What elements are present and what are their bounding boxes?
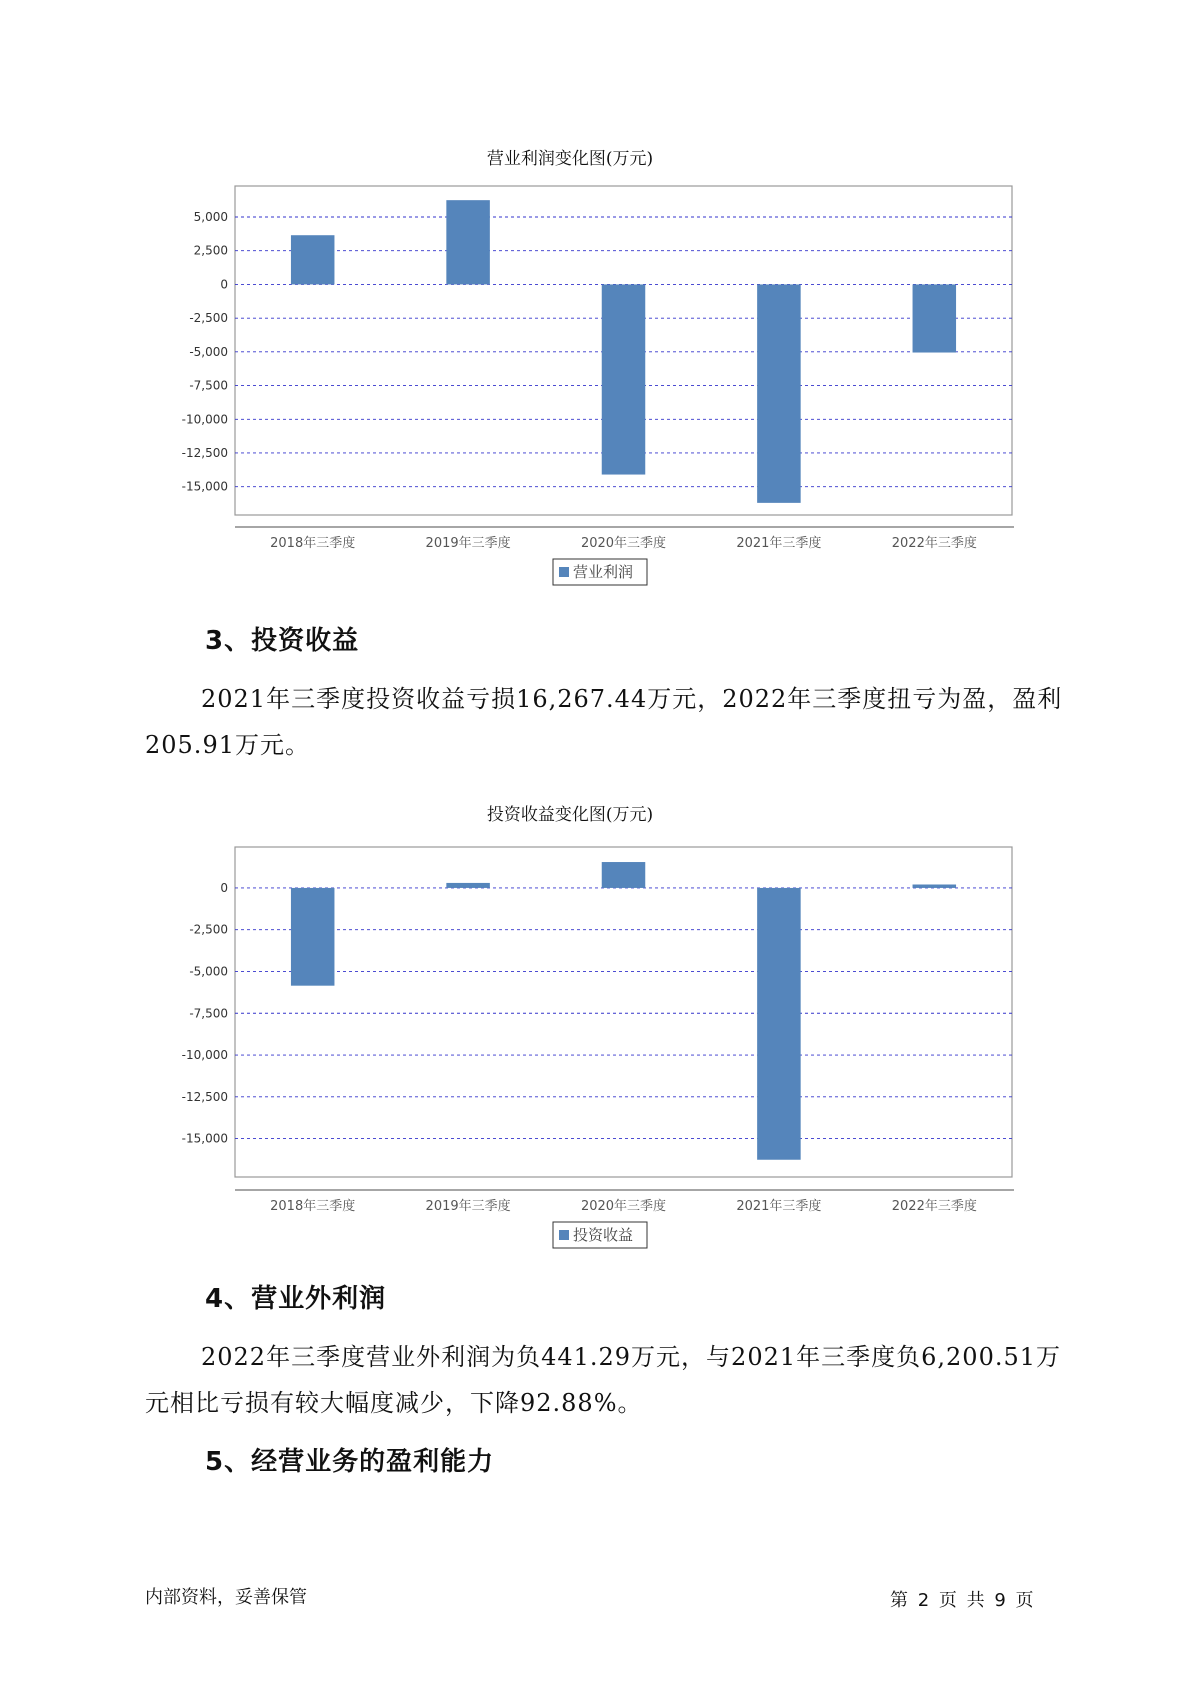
bar bbox=[913, 884, 957, 887]
section-4-paragraph: 2022年三季度营业外利润为负441.29万元，与2021年三季度负6,200.51万元相比亏损有较大幅度减少，下降92.88%。 bbox=[145, 1343, 1062, 1417]
bar bbox=[446, 883, 490, 888]
bar bbox=[757, 888, 801, 1160]
y-tick-label: -12,500 bbox=[181, 445, 228, 460]
chart1-title: 营业利润变化图(万元) bbox=[486, 149, 654, 169]
y-tick-label: -7,500 bbox=[189, 1006, 228, 1021]
footer-confidential: 内部资料，妥善保管 bbox=[145, 1587, 307, 1608]
plot-area bbox=[235, 847, 1012, 1177]
legend-label: 营业利润 bbox=[573, 563, 634, 581]
y-tick-label: -15,000 bbox=[181, 479, 228, 494]
x-tick-label: 2020年三季度 bbox=[580, 536, 667, 551]
y-tick-label: 5,000 bbox=[193, 210, 228, 225]
section-4-heading: 4、营业外利润 bbox=[205, 1284, 387, 1314]
chart2-title: 投资收益变化图(万元) bbox=[486, 805, 654, 825]
y-tick-label: -12,500 bbox=[181, 1089, 228, 1104]
x-tick-label: 2019年三季度 bbox=[425, 536, 511, 551]
legend-label: 投资收益 bbox=[573, 1226, 634, 1244]
section-3-paragraph: 2021年三季度投资收益亏损16,267.44万元，2022年三季度扭亏为盈，盈利205.91万元。 bbox=[145, 685, 1063, 759]
y-tick-label: -10,000 bbox=[181, 1048, 228, 1063]
x-tick-label: 2022年三季度 bbox=[891, 1199, 977, 1214]
bar bbox=[602, 862, 646, 888]
y-tick-label: -5,000 bbox=[189, 964, 228, 979]
y-tick-label: -2,500 bbox=[189, 922, 228, 937]
section-3-heading: 3、投资收益 bbox=[205, 626, 360, 656]
x-tick-label: 2021年三季度 bbox=[736, 1199, 822, 1214]
section-5-heading: 5、经营业务的盈利能力 bbox=[205, 1447, 495, 1477]
y-tick-label: 2,500 bbox=[193, 243, 228, 258]
y-tick-label: -7,500 bbox=[189, 378, 228, 393]
y-tick-label: -5,000 bbox=[189, 344, 228, 359]
x-tick-label: 2018年三季度 bbox=[270, 1199, 356, 1214]
y-tick-label: -2,500 bbox=[189, 311, 228, 326]
bar bbox=[291, 888, 335, 986]
y-tick-label: 0 bbox=[220, 880, 228, 895]
y-tick-label: 0 bbox=[220, 277, 228, 292]
legend-swatch bbox=[559, 1230, 569, 1240]
x-tick-label: 2020年三季度 bbox=[580, 1199, 667, 1214]
x-tick-label: 2021年三季度 bbox=[736, 536, 822, 551]
x-tick-label: 2018年三季度 bbox=[270, 536, 356, 551]
x-tick-label: 2022年三季度 bbox=[891, 536, 977, 551]
x-tick-label: 2019年三季度 bbox=[425, 1199, 511, 1214]
y-tick-label: -15,000 bbox=[181, 1131, 228, 1146]
footer-page-number: 第 2 页 共 9 页 bbox=[890, 1590, 1036, 1611]
y-tick-label: -10,000 bbox=[181, 412, 228, 427]
